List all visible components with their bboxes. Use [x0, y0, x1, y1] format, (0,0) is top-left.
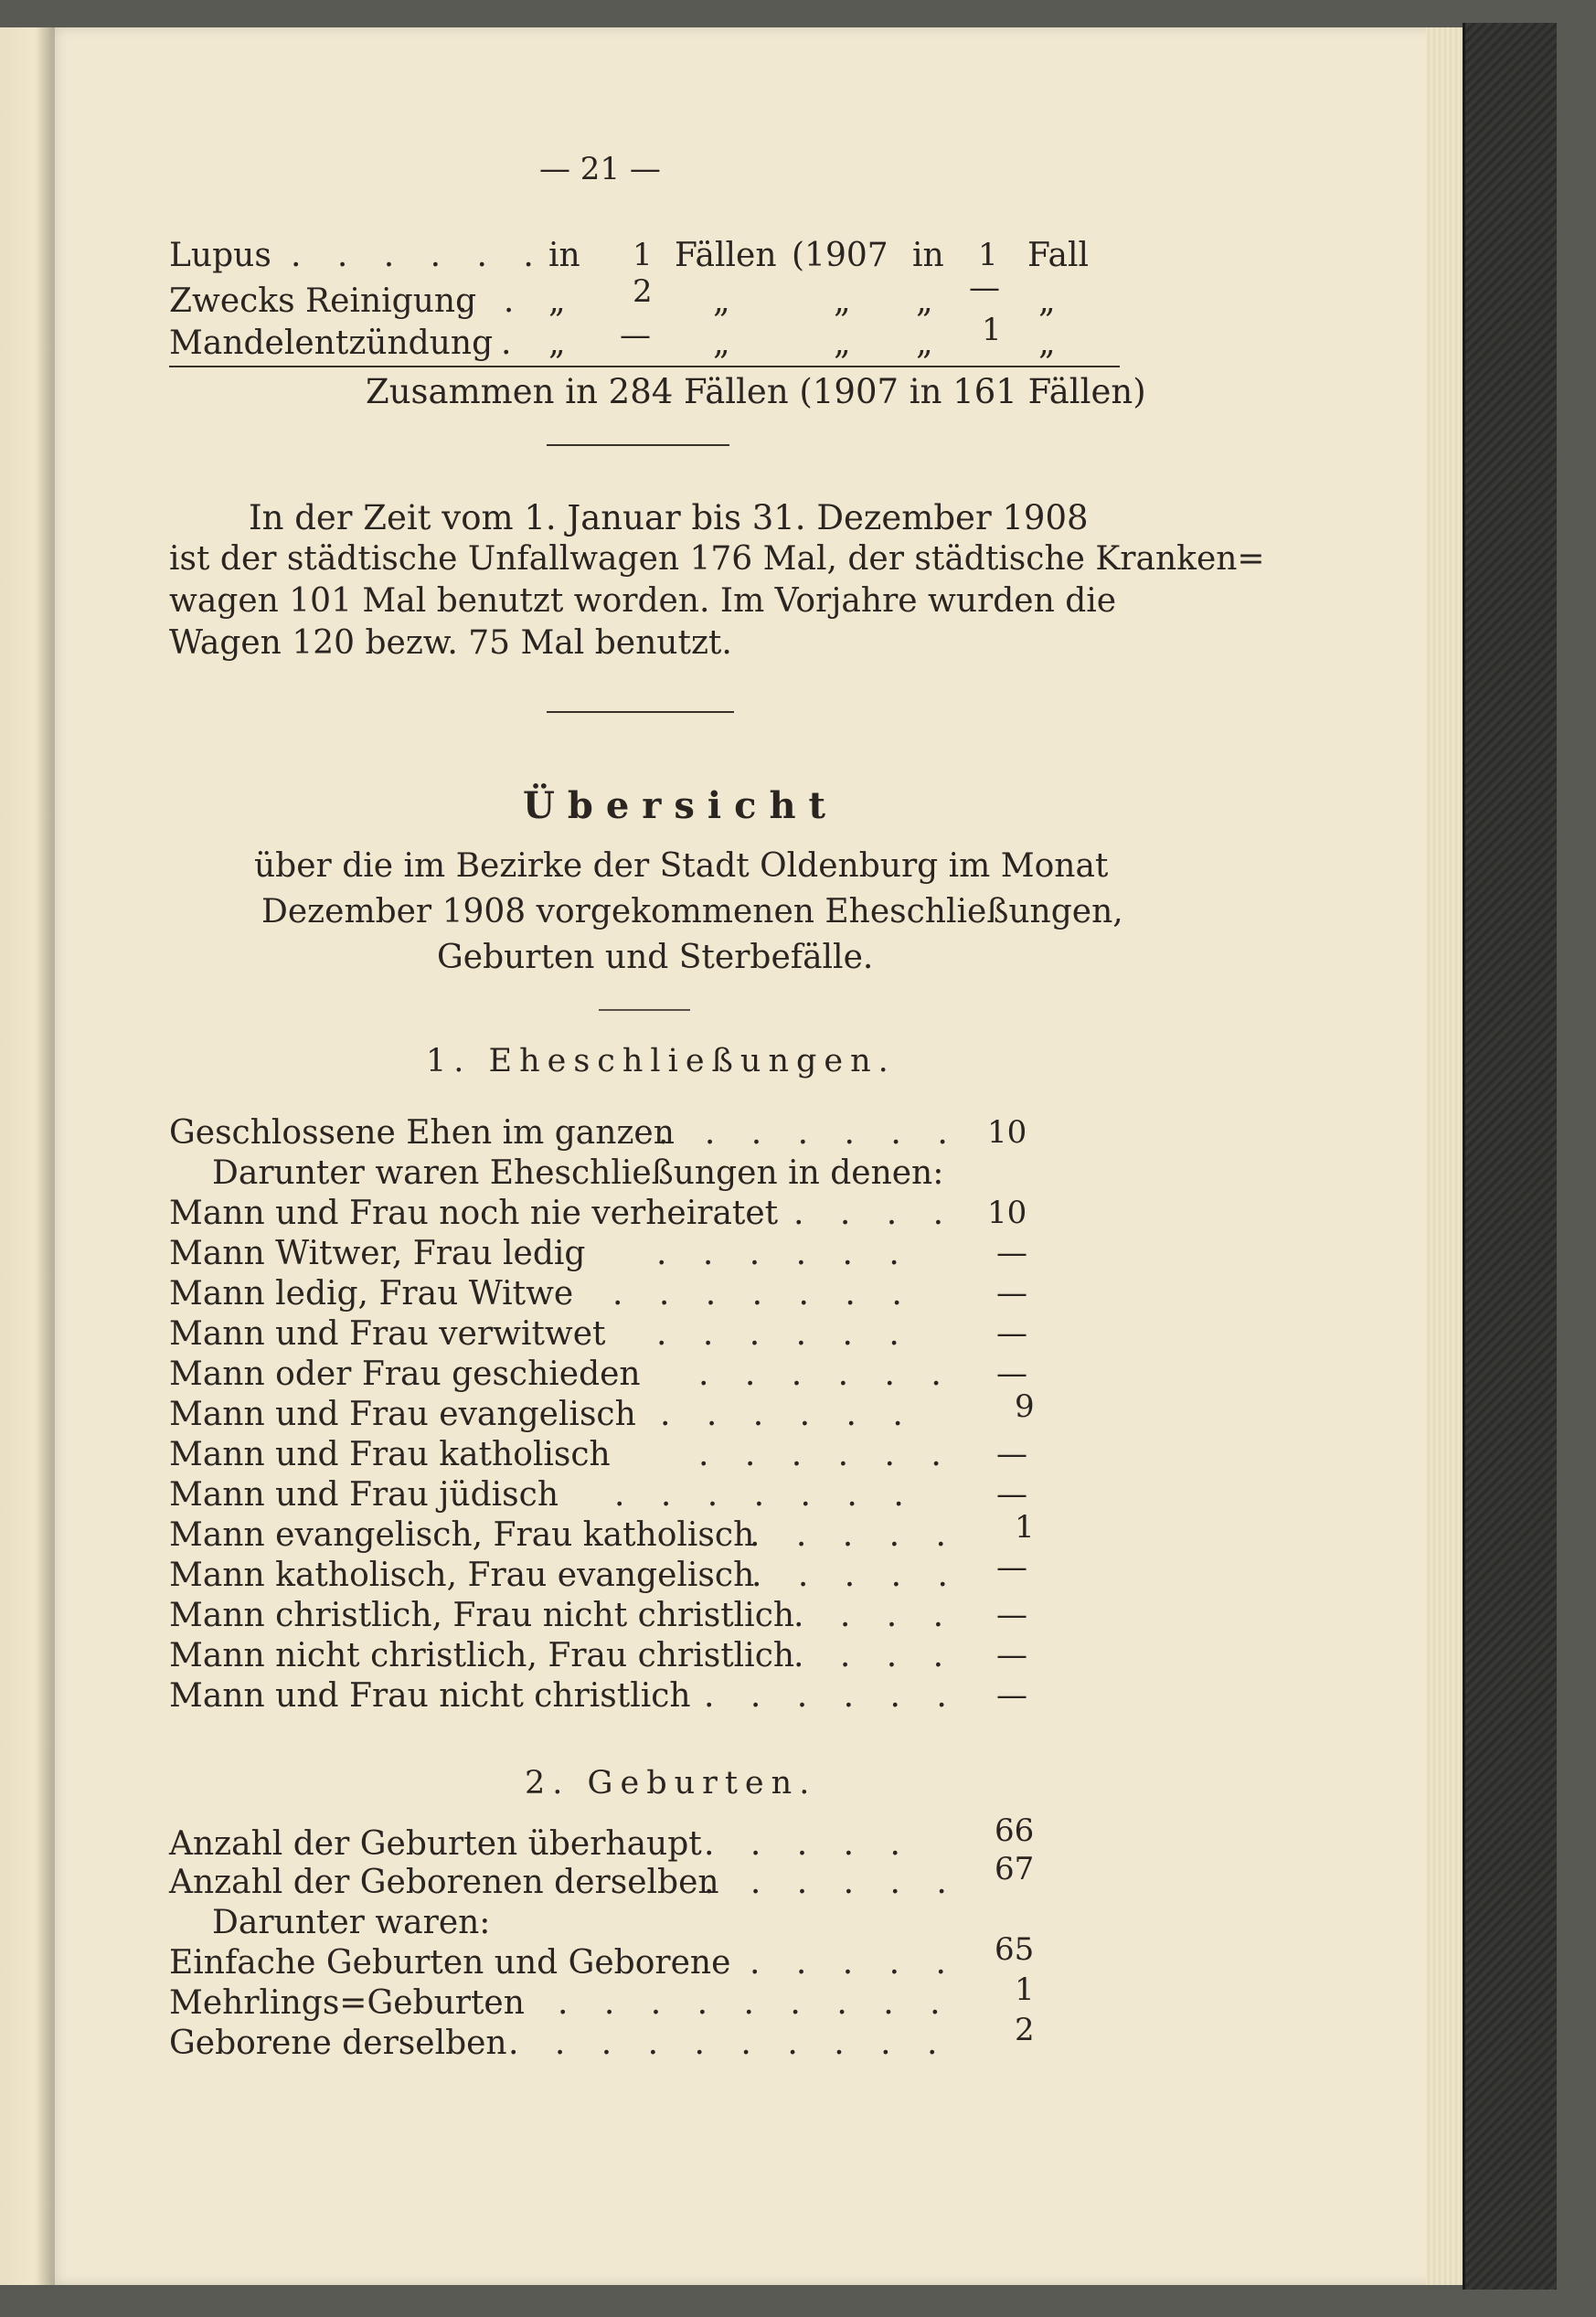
page-stack-edge	[1426, 27, 1463, 2285]
cases-prev-unit: Fall	[1027, 237, 1090, 274]
separator-rule	[599, 1009, 690, 1011]
overview-title: Übersicht	[523, 784, 839, 827]
cases-dots: . . . . . .	[291, 237, 547, 274]
row-dots: . . . . . .	[698, 1355, 954, 1393]
cases-prev-in: „	[916, 324, 933, 362]
section-heading: 1. Eheschließungen.	[426, 1043, 896, 1079]
separator-rule	[547, 711, 734, 713]
row-value: 2	[1015, 2012, 1035, 2048]
row-value: —	[996, 1677, 1027, 1714]
cases-prev-count: 1	[982, 312, 1002, 348]
row-value: —	[996, 1355, 1027, 1392]
paragraph-line: Wagen 120 bezw. 75 Mal benutzt.	[169, 624, 732, 662]
cases-prev-in: in	[912, 237, 944, 274]
row-label: Mann katholisch, Frau evangelisch	[169, 1557, 755, 1594]
cases-prev-open: (1907	[792, 237, 888, 274]
row-value: —	[996, 1315, 1027, 1352]
row-label: Einfache Geburten und Geborene	[169, 1944, 731, 1982]
row-value: —	[996, 1597, 1027, 1633]
row-dots: . . . .	[793, 1195, 957, 1232]
row-value: —	[996, 1235, 1027, 1271]
row-label: Geschlossene Ehen im ganzen	[169, 1114, 675, 1152]
cases-label: Lupus	[169, 237, 271, 274]
cases-label: Mandelentzündung	[169, 324, 494, 362]
overview-subtitle-line: Dezember 1908 vorgekommenen Eheschließungen,	[261, 893, 1123, 930]
row-dots: . . . .	[793, 1637, 957, 1674]
row-dots: . . . . . .	[698, 1436, 954, 1473]
row-value: 1	[1015, 1972, 1035, 2008]
cases-total: Zusammen in 284 Fällen (1907 in 161 Fällen)	[366, 372, 1146, 411]
cases-prev-unit: „	[1038, 324, 1056, 362]
row-value: 67	[995, 1851, 1035, 1887]
cases-prev-count: 1	[978, 237, 998, 273]
row-value: —	[996, 1637, 1027, 1674]
row-dots: . . . . . . . . .	[558, 1984, 953, 2022]
row-dots: . . . . . . .	[614, 1476, 917, 1514]
row-dots: . . . .	[793, 1597, 957, 1634]
row-dots: . . . . .	[704, 1825, 913, 1863]
row-label: Mann und Frau evangelisch	[169, 1396, 636, 1433]
row-dots: . . . . .	[751, 1557, 961, 1594]
cases-unit: Fällen	[675, 237, 777, 274]
row-value: 65	[995, 1931, 1035, 1968]
paragraph-line: wagen 101 Mal benutzt worden. Im Vorjahre wurden die	[169, 582, 1117, 620]
cases-in: „	[548, 324, 566, 362]
row-label: Mann nicht christlich, Frau christlich	[169, 1637, 795, 1674]
row-label: Mann oder Frau geschieden	[169, 1355, 641, 1393]
row-value: 1	[1015, 1509, 1035, 1546]
overview-subtitle-line: Geburten und Sterbefälle.	[437, 939, 874, 976]
row-label: Mann christlich, Frau nicht christlich	[169, 1597, 795, 1634]
separator-rule	[547, 444, 729, 446]
row-label: Mann und Frau katholisch	[169, 1436, 611, 1473]
row-dots: . . . . . .	[660, 1396, 916, 1433]
cases-dots: . .	[457, 282, 527, 320]
row-value: —	[996, 1476, 1027, 1513]
cases-in: „	[548, 282, 566, 320]
row-value: 10	[987, 1195, 1027, 1231]
row-value: 10	[987, 1114, 1027, 1151]
cases-prev-unit: „	[1038, 282, 1056, 320]
row-dots: . . . . . .	[656, 1315, 912, 1353]
row-label: Mehrlings=Geburten	[169, 1984, 525, 2022]
row-value: 66	[995, 1812, 1035, 1849]
row-label: Mann ledig, Frau Witwe	[169, 1275, 574, 1313]
cases-count: 2	[633, 273, 653, 310]
row-dots: . . . . . . . . . .	[508, 2025, 951, 2062]
row-label: Darunter waren:	[212, 1904, 491, 1941]
row-label: Darunter waren Eheschließungen in denen:	[212, 1154, 944, 1192]
row-dots: . . . . .	[750, 1516, 959, 1554]
cases-prev-open: „	[834, 324, 851, 362]
cases-prev-open: „	[834, 282, 851, 320]
row-label: Mann und Frau nicht christlich	[169, 1677, 691, 1715]
cases-prev-count: —	[969, 270, 1000, 306]
row-label: Anzahl der Geburten überhaupt	[169, 1825, 702, 1863]
section-heading: 2. Geburten.	[525, 1765, 817, 1802]
row-label: Mann und Frau jüdisch	[169, 1476, 559, 1514]
page-number: — 21 —	[539, 151, 661, 187]
row-dots: . . . . . .	[704, 1677, 960, 1715]
overview-subtitle-line: über die im Bezirke der Stadt Oldenburg im Monat	[254, 847, 1109, 885]
paragraph-line: In der Zeit vom 1. Januar bis 31. Dezember 1908	[249, 498, 1089, 537]
row-label: Mann evangelisch, Frau katholisch	[169, 1516, 755, 1554]
cases-dots: .	[501, 324, 525, 362]
cases-unit: „	[713, 324, 730, 362]
cases-unit: „	[713, 282, 730, 320]
paragraph-line: ist der städtische Unfallwagen 176 Mal, der städtische Kranken=	[169, 540, 1265, 578]
cases-in: in	[548, 237, 580, 274]
row-label: Mann Witwer, Frau ledig	[169, 1235, 586, 1272]
cases-label: Zwecks Reinigung	[169, 282, 477, 320]
cases-total-rule	[169, 366, 1120, 367]
spine-shadow	[37, 27, 55, 2285]
book-binding	[1463, 23, 1557, 2290]
row-value: —	[996, 1275, 1027, 1312]
row-dots: . . . . .	[750, 1944, 959, 1982]
row-dots: . . . . . .	[704, 1864, 960, 1901]
row-label: Mann und Frau noch nie verheiratet	[169, 1195, 779, 1232]
row-label: Geborene derselben	[169, 2025, 507, 2062]
row-dots: . . . . . .	[656, 1235, 912, 1272]
row-value: 9	[1015, 1388, 1035, 1425]
cases-count: 1	[633, 237, 653, 273]
row-dots: . . . . . . .	[658, 1114, 961, 1152]
cases-prev-in: „	[916, 282, 933, 320]
cases-count: —	[620, 317, 651, 354]
row-label: Anzahl der Geborenen derselben	[169, 1864, 719, 1901]
row-value: —	[996, 1436, 1027, 1472]
row-label: Mann und Frau verwitwet	[169, 1315, 606, 1353]
row-dots: . . . . . . .	[612, 1275, 915, 1313]
row-value: —	[996, 1549, 1027, 1586]
